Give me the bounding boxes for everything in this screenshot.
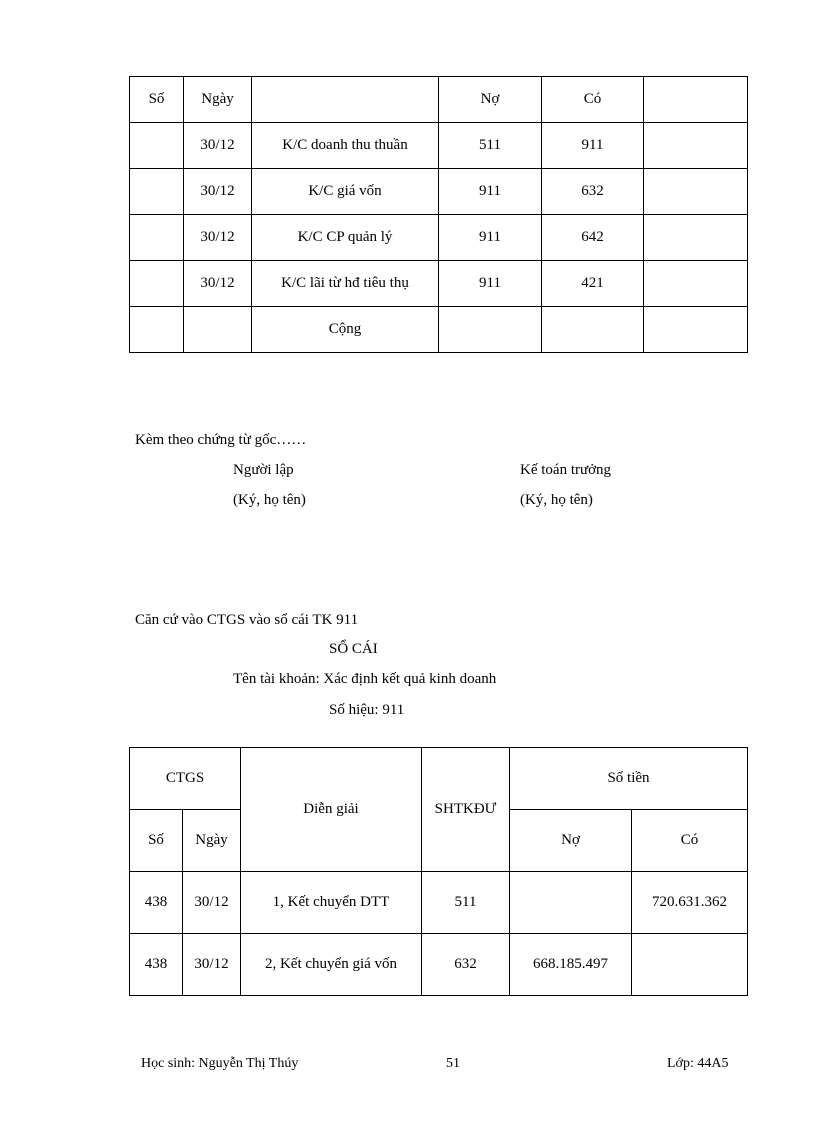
footer-page-number: 51 bbox=[446, 1056, 460, 1071]
cell-extra bbox=[644, 169, 748, 215]
cell-empty bbox=[644, 307, 748, 353]
cell-no: 911 bbox=[439, 215, 542, 261]
chief-accountant-note: (Ký, họ tên) bbox=[520, 492, 593, 508]
header-co: Có bbox=[632, 810, 748, 872]
footer-student: Học sinh: Nguyễn Thị Thúy bbox=[141, 1056, 299, 1071]
cell-dien-giai: K/C giá vốn bbox=[252, 169, 439, 215]
footer-class: Lớp: 44A5 bbox=[667, 1056, 729, 1071]
cell-ngay: 30/12 bbox=[184, 215, 252, 261]
preparer-label: Người lập bbox=[233, 462, 294, 478]
header-dien-giai: Diễn giải bbox=[241, 748, 422, 872]
cell-so bbox=[130, 261, 184, 307]
cell-ngay: 30/12 bbox=[184, 123, 252, 169]
cell-ngay: 30/12 bbox=[184, 261, 252, 307]
cell-no: 511 bbox=[439, 123, 542, 169]
cell-so bbox=[130, 215, 184, 261]
cell-ngay: 30/12 bbox=[183, 934, 241, 996]
table-row bbox=[130, 123, 748, 169]
chief-accountant-label: Kế toán trưởng bbox=[520, 462, 612, 478]
table-row bbox=[130, 261, 748, 307]
cell-so: 438 bbox=[130, 934, 183, 996]
table-row bbox=[130, 934, 748, 996]
header-so: Số bbox=[130, 77, 184, 123]
total-row bbox=[130, 307, 748, 353]
cell-no: 911 bbox=[439, 261, 542, 307]
cell-co: 720.631.362 bbox=[632, 872, 748, 934]
ledger-header-row bbox=[130, 748, 748, 810]
cell-extra bbox=[644, 215, 748, 261]
attachments-line: Kèm theo chứng từ gốc…… bbox=[135, 432, 307, 448]
cell-so bbox=[130, 123, 184, 169]
cell-empty bbox=[184, 307, 252, 353]
header-dien-giai bbox=[252, 77, 439, 123]
header-shtkdu: SHTKĐƯ bbox=[422, 748, 510, 872]
cell-empty bbox=[542, 307, 644, 353]
cell-co: 421 bbox=[542, 261, 644, 307]
header-no: Nợ bbox=[510, 810, 632, 872]
header-co: Có bbox=[542, 77, 644, 123]
table-row bbox=[130, 169, 748, 215]
ledger-intro: Căn cứ vào CTGS vào sổ cái TK 911 bbox=[135, 612, 359, 628]
cell-no bbox=[510, 872, 632, 934]
cell-dien-giai: 2, Kết chuyển giá vốn bbox=[241, 934, 422, 996]
header-ngay: Ngày bbox=[184, 77, 252, 123]
cell-no: 911 bbox=[439, 169, 542, 215]
cell-co bbox=[632, 934, 748, 996]
cell-dien-giai: K/C doanh thu thuần bbox=[252, 123, 439, 169]
header-extra bbox=[644, 77, 748, 123]
cell-dien-giai: K/C CP quản lý bbox=[252, 215, 439, 261]
header-so: Số bbox=[130, 810, 183, 872]
account-name: Tên tài khoản: Xác định kết quả kinh doanh bbox=[233, 671, 497, 687]
cell-co: 642 bbox=[542, 215, 644, 261]
header-ngay: Ngày bbox=[183, 810, 241, 872]
ledger-title: SỔ CÁI bbox=[329, 641, 378, 657]
voucher-table bbox=[129, 76, 748, 353]
total-label: Cộng bbox=[252, 307, 439, 353]
cell-so bbox=[130, 169, 184, 215]
table-row bbox=[130, 215, 748, 261]
table-header-row bbox=[130, 77, 748, 123]
cell-dien-giai: 1, Kết chuyển DTT bbox=[241, 872, 422, 934]
cell-extra bbox=[644, 123, 748, 169]
ledger-table bbox=[129, 747, 748, 996]
preparer-note: (Ký, họ tên) bbox=[233, 492, 306, 508]
cell-so: 438 bbox=[130, 872, 183, 934]
cell-empty bbox=[130, 307, 184, 353]
header-so-tien: Số tiền bbox=[510, 748, 748, 810]
header-no: Nợ bbox=[439, 77, 542, 123]
cell-empty bbox=[439, 307, 542, 353]
header-ctgs: CTGS bbox=[130, 748, 241, 810]
cell-co: 632 bbox=[542, 169, 644, 215]
cell-extra bbox=[644, 261, 748, 307]
cell-shtkdu: 511 bbox=[422, 872, 510, 934]
cell-no: 668.185.497 bbox=[510, 934, 632, 996]
cell-co: 911 bbox=[542, 123, 644, 169]
cell-ngay: 30/12 bbox=[184, 169, 252, 215]
cell-dien-giai: K/C lãi từ hđ tiêu thụ bbox=[252, 261, 439, 307]
account-number: Số hiệu: 911 bbox=[329, 702, 405, 718]
table-row bbox=[130, 872, 748, 934]
cell-shtkdu: 632 bbox=[422, 934, 510, 996]
cell-ngay: 30/12 bbox=[183, 872, 241, 934]
